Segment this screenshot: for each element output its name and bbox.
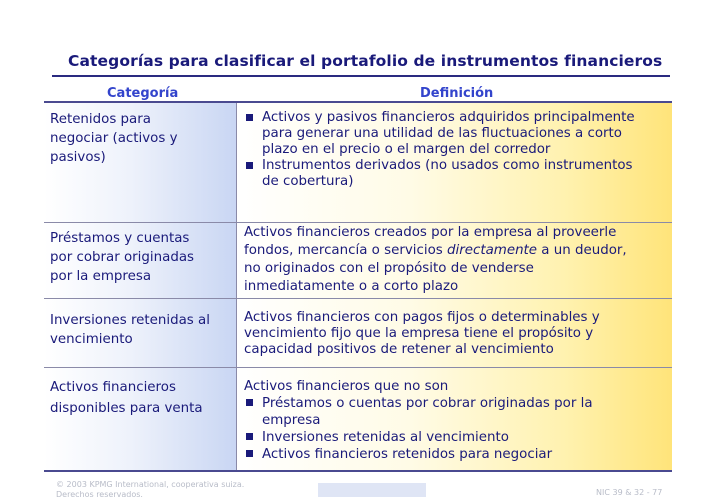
bullet-item: Instrumentos derivados (no usados como instrumentos de cobertura) <box>244 158 670 190</box>
slide-title: Categorías para clasificar el portafolio de instrumentos financieros <box>68 52 663 70</box>
row-2-category: Préstamos y cuentas por cobrar originadas por la empresa <box>50 231 194 284</box>
column-divider <box>236 103 237 470</box>
row-4-category: Activos financieros disponibles para venta <box>50 380 203 416</box>
square-bullet-icon <box>246 399 253 406</box>
square-bullet-icon <box>246 433 253 440</box>
footer-copyright: © 2003 KPMG International, cooperativa suiza. Derechos reservados. <box>56 480 245 499</box>
row-4-definition: Activos financieros que no son Préstamos o cuentas por cobrar originadas por la empresa Inversiones retenidas al vencimiento Activos financieros retenidos para negociar <box>244 378 670 463</box>
square-bullet-icon <box>246 450 253 457</box>
square-bullet-icon <box>246 162 253 169</box>
bullet-item: Activos financieros retenidos para negociar <box>244 446 670 463</box>
row-divider <box>44 298 672 299</box>
bullet-item: Inversiones retenidas al vencimiento <box>244 429 670 446</box>
title-rule <box>52 75 670 77</box>
footer-logo-placeholder <box>318 483 426 497</box>
row-divider <box>44 367 672 368</box>
footer-page-number: NIC 39 & 32 - 77 <box>596 488 663 497</box>
row-1-category: Retenidos para negociar (activos y pasivos) <box>50 112 178 165</box>
row-3-category: Inversiones retenidas al vencimiento <box>50 313 210 347</box>
classification-table <box>44 101 672 472</box>
bullet-item: Activos y pasivos financieros adquiridos principalmente para generar una utilidad de las fluctuaciones a corto plazo en el precio o el margen del corredor <box>244 110 670 158</box>
header-category: Categoría <box>107 86 179 101</box>
square-bullet-icon <box>246 114 253 121</box>
bullet-item: Préstamos o cuentas por cobrar originadas por la empresa <box>244 395 670 429</box>
row-2-definition: Activos financieros creados por la empresa al proveerle fondos, mercancía o servicios directamente a un deudor, no originados con el propósito de venderse inmediatamente o a corto plazo <box>244 225 627 294</box>
row-divider <box>44 222 672 223</box>
header-definition: Definición <box>420 86 494 101</box>
row-3-definition: Activos financieros con pagos fijos o determinables y vencimiento fijo que la empresa tiene el propósito y capacidad positivos de retener al vencimiento <box>244 310 600 357</box>
row-1-definition <box>244 110 670 190</box>
